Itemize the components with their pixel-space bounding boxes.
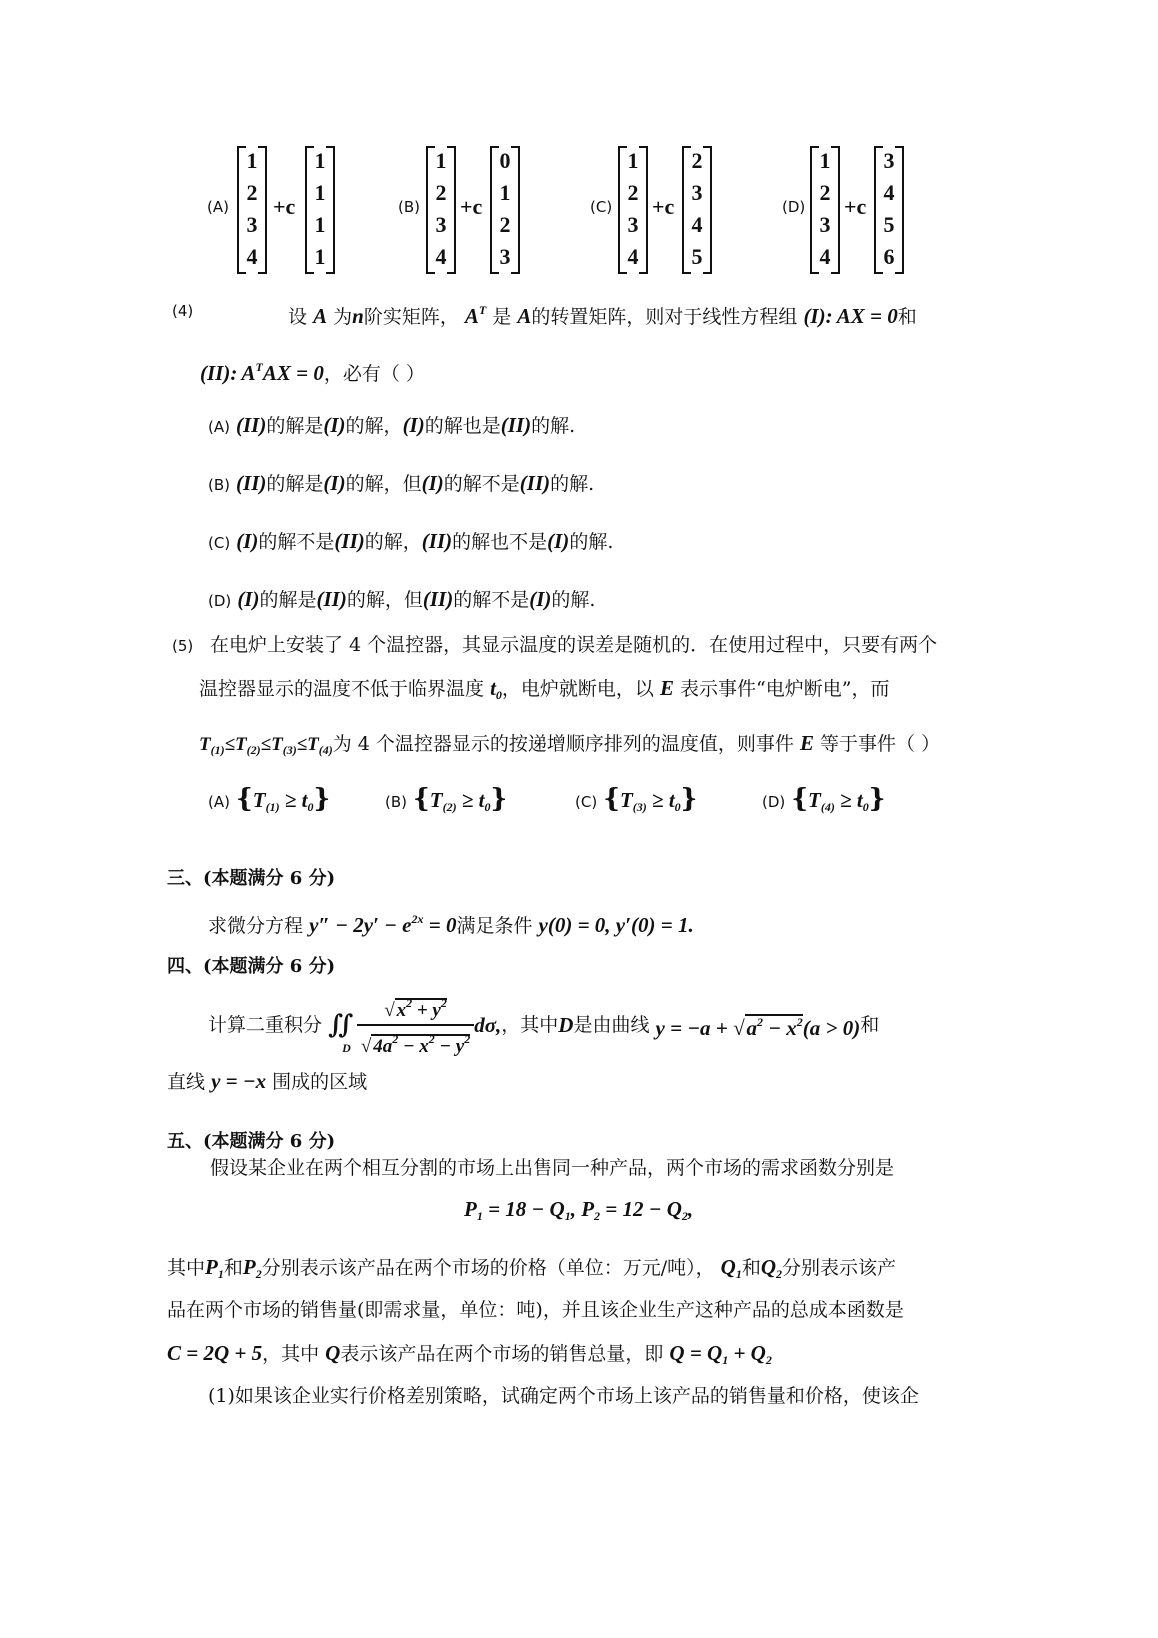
text: 设 [288,306,308,328]
text: 的解是 [266,473,324,495]
text: 的解不是 [258,531,335,553]
text: ，其中 [262,1343,320,1365]
section-5-para-line3: C = 2Q + 5，其中 Q表示该产品在两个市场的销售总量，即 $Q = Q_1 + Q_2$ [167,1341,772,1367]
matrix-cell: 0 [499,148,511,173]
text: 的解不是 [443,473,520,495]
q4-number: (4) [172,302,194,320]
vector-base [237,146,267,272]
text: 的解，但 [345,473,422,495]
section-4-body-line2: 直线 y = −x 围成的区域 [167,1069,368,1093]
demand-functions: $P_1 = 18 - Q_1$, $P_2 = 12 - Q_2$, [464,1197,694,1223]
matrix-cell: 4 [246,244,258,269]
matrix-cell: 3 [435,212,447,237]
q4-stem-line2: (II): $A^TAX = 0$，必有（ ） [200,360,425,385]
math: (II) [422,587,454,611]
plus-c: +c [652,194,675,219]
section-5-para-line1: 其中$P_1$和$P_2$分别表示该产品在两个市场的价格（单位：万元/吨）， $Q_1$和$Q_2$分别表示该产 [167,1255,897,1281]
math: (I) [237,587,260,611]
option-label: (B) [208,476,230,494]
matrix-cell: 1 [246,148,258,173]
matrix-cell: 2 [691,148,703,173]
text: 的解， [345,415,403,437]
text: 是 [492,306,512,328]
q3-option-d [782,146,912,272]
math: (I) [236,529,259,553]
vector-direction [305,146,335,272]
text: ，必有（ ） [323,363,425,385]
section-5-title: 五、(本题满分 6 分) [167,1131,336,1152]
vector-direction [682,146,712,272]
vector-base [810,146,840,272]
section-4-body: 计算二重积分 $∬_D$ $\frac{√ x^2 + y^2}{√ 4a^2 - x^2 - y^2}$ dσ,，其中D是由曲线 $y = -a + √a^2 - x^2(a > 0)$和 [208,990,879,1061]
matrix-cell: 4 [691,212,703,237]
option-label: (D) [208,592,232,610]
text: 和 [897,306,917,328]
math: (I) [323,471,346,495]
text: 和 [223,1257,243,1279]
option-label: (D) [762,793,786,811]
q5-option-a: (A) $\{T_{(1)} \ge t_0\}$ [208,784,331,814]
q3-option-b [398,146,528,272]
vector-direction [490,146,520,272]
vector-base [618,146,648,272]
matrix-cell: 1 [314,244,326,269]
option-label: (A) [207,198,229,216]
q3-option-a [207,146,337,272]
q4-stem-line1: 设 A 为n阶实矩阵， $A^T$ 是 A的转置矩阵，则对于线性方程组 (I): AX = 0和 [288,303,917,328]
q4-option-a [208,412,575,440]
text: 的解，但 [346,589,423,611]
matrix-cell: 3 [499,244,511,269]
text: ，其中 [501,1014,559,1036]
text: 计算二重积分 [208,1014,323,1036]
matrix-cell: 2 [627,180,639,205]
section-3-body: 求微分方程 $y'' - 2y' - e^{2x} = 0$满足条件 y(0) = 0, y′(0) = 1. [208,912,694,937]
math: (II) [316,587,347,611]
option-label: (B) [385,793,407,811]
text: 的解. [569,531,614,553]
math: (I) [323,413,346,437]
section-4-title: 四、(本题满分 6 分) [167,956,336,977]
math: (II) [236,413,267,437]
text: 的解也不是 [452,531,548,553]
text: 的解. [531,415,576,437]
text: 等于事件（ ） [820,733,941,755]
text: 分别表示该产 [782,1257,897,1279]
text: 分别表示该产品在两个市场的价格（单位：万元/吨）， [261,1257,715,1279]
math: (II) [334,529,365,553]
math: (I) [529,587,552,611]
text: ，电炉就断电，以 [501,678,654,700]
text: 的解. [550,473,595,495]
text: 和 [860,1014,880,1036]
matrix-cell: 3 [627,212,639,237]
matrix-cell: 3 [819,212,831,237]
text: 的转置矩阵，则对于线性方程组 [531,306,798,328]
q5-number: (5) [172,637,194,655]
section-5-intro: 假设某企业在两个相互分割的市场上出售同一种产品，两个市场的需求函数分别是 [210,1157,895,1179]
matrix-cell: 3 [246,212,258,237]
math: (I) [421,471,444,495]
section-3-title: 三、(本题满分 6 分) [167,868,336,889]
text: 为 [333,306,353,328]
matrix-cell: 1 [819,148,831,173]
matrix-cell: 3 [883,148,895,173]
option-label: (A) [208,793,230,811]
matrix-cell: 1 [314,148,326,173]
text: 的解. [551,589,596,611]
text: 围成的区域 [272,1071,368,1093]
text: 表示事件“电炉断电”，而 [680,678,890,700]
option-label: (A) [208,418,230,436]
matrix-cell: 4 [819,244,831,269]
text: 求微分方程 [208,915,304,937]
q5-option-d: (D) $\{T_{(4)} \ge t_0\}$ [762,784,886,814]
plus-c: +c [273,194,296,219]
q5-option-c: (C) $\{T_{(3)} \ge t_0\}$ [575,784,698,814]
math: (II) [421,529,453,553]
text: 和 [741,1257,761,1279]
text: 阶实矩阵， [363,306,459,328]
text: 满足条件 [456,915,533,937]
matrix-cell: 5 [883,212,895,237]
matrix-cell: 2 [246,180,258,205]
matrix-cell: 4 [883,180,895,205]
q4-option-d [208,586,595,614]
plus-c: +c [844,194,867,219]
option-label: (C) [208,534,231,552]
matrix-cell: 4 [435,244,447,269]
math: (II) [500,413,532,437]
section-5-q1: (1)如果该企业实行价格差别策略，试确定两个市场上该产品的销售量和价格，使该企 [208,1385,919,1407]
matrix-cell: 2 [499,212,511,237]
option-label: (B) [398,198,420,216]
q5-line1: 在电炉上安装了 4 个温控器，其显示温度的误差是随机的．在使用过程中，只要有两个 [210,634,938,656]
matrix-cell: 4 [627,244,639,269]
q3-option-c [590,146,720,272]
matrix-cell: 1 [435,148,447,173]
matrix-cell: 1 [314,180,326,205]
q4-option-c [208,528,613,556]
option-label: (C) [575,793,598,811]
matrix-cell: 2 [819,180,831,205]
section-5-para-line2: 品在两个市场的销售量(即需求量，单位：吨)，并且该企业生产这种产品的总成本函数是 [167,1299,904,1321]
q4-option-b [208,470,594,498]
q5-line2: 温控器显示的温度不低于临界温度 $t_0$，电炉就断电，以 E 表示事件“电炉断电”，而 [199,676,890,702]
text: 其中 [167,1257,206,1279]
math: (II) [519,471,551,495]
vector-base [426,146,456,272]
q5-option-b: (B) $\{T_{(2)} \ge t_0\}$ [385,784,508,814]
text: 温控器显示的温度不低于临界温度 [199,678,485,700]
matrix-cell: 2 [435,180,447,205]
matrix-cell: 5 [691,244,703,269]
text: 是由曲线 [573,1014,650,1036]
math: (I) [547,529,570,553]
text: 的解不是 [453,589,530,611]
matrix-cell: 1 [627,148,639,173]
option-label: (D) [782,198,806,216]
text: 的解， [364,531,422,553]
math: (II) [236,471,267,495]
text: 的解是 [266,415,324,437]
q5-line3: $T_{(1)}\le T_{(2)}\le T_{(3)}\le T_{(4)}$为 4 个温控器显示的按递增顺序排列的温度值，则事件 E 等于事件（ ） [199,731,941,757]
text: 直线 [167,1071,206,1093]
math: (I) [402,413,425,437]
vector-direction [874,146,904,272]
matrix-cell: 1 [314,212,326,237]
option-label: (C) [590,198,613,216]
matrix-cell: 3 [691,180,703,205]
text: 的解是 [259,589,317,611]
text: 表示该产品在两个市场的销售总量，即 [340,1343,664,1365]
text: 为 4 个温控器显示的按递增顺序排列的温度值，则事件 [332,733,794,755]
text: 的解也是 [424,415,501,437]
matrix-cell: 6 [883,244,895,269]
plus-c: +c [460,194,483,219]
matrix-cell: 1 [499,180,511,205]
